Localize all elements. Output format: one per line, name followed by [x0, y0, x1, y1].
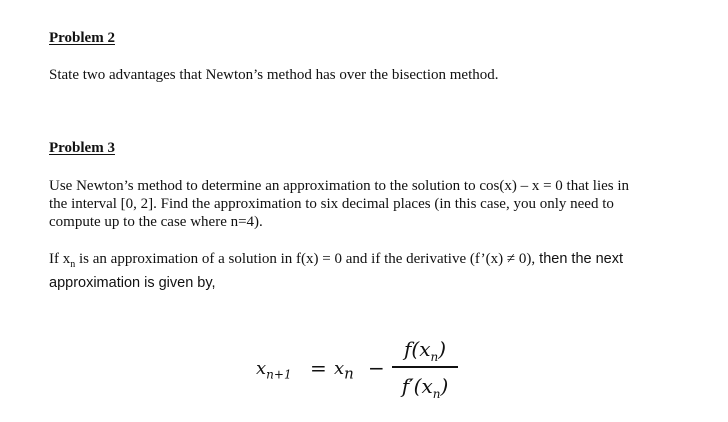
definition-line-1 — [49, 250, 709, 274]
newton-formula — [256, 334, 476, 408]
problem-3-line-2: the interval [0, 2]. Find the approximation to six decimal places (in this case, you only need to — [49, 196, 614, 212]
formula-xn — [334, 358, 354, 383]
formula-numerator — [392, 334, 458, 364]
problem-3-heading: Problem 3 — [49, 140, 115, 156]
problem-2-text — [49, 66, 685, 84]
formula-xn-subscript: n — [344, 364, 354, 383]
definition-part-1: If x — [49, 251, 71, 267]
formula-xn-x: x — [334, 358, 345, 379]
definition-subscript: n — [70, 259, 76, 270]
numerator-subscript: n — [430, 350, 439, 364]
numerator-close: ) — [438, 337, 447, 361]
definition-line-2: approximation is given by, — [49, 275, 216, 291]
fraction-bar — [392, 366, 458, 368]
formula-lhs-x: x — [256, 358, 267, 379]
formula-minus: − — [368, 356, 385, 380]
formula-fraction — [392, 334, 458, 401]
formula-denominator — [392, 371, 458, 401]
denominator-subscript: n — [432, 386, 441, 401]
definition-part-2: is an approximation of a solution in f(x) = 0 and if the derivative (f’(x) ≠ 0), — [75, 251, 536, 267]
newton-definition-text — [49, 250, 709, 292]
problem-2-heading: Problem 2 — [49, 30, 115, 46]
definition-part-3: then the next — [535, 251, 624, 267]
formula-lhs — [256, 358, 292, 382]
denominator-text: f′(x — [401, 373, 433, 398]
problem-3-line-3: compute up to the case where n=4). — [49, 214, 263, 230]
denominator-close: ) — [440, 373, 449, 398]
problem-3-text — [49, 177, 685, 231]
numerator-text: f(x — [403, 337, 431, 361]
formula-lhs-subscript: n+1 — [266, 367, 292, 382]
formula-equals: = — [310, 356, 327, 380]
problem-2-line: State two advantages that Newton’s method has over the bisection method. — [49, 67, 499, 83]
problem-3-line-1: Use Newton’s method to determine an approximation to the solution to cos(x) – x = 0 that lies in — [49, 178, 630, 194]
